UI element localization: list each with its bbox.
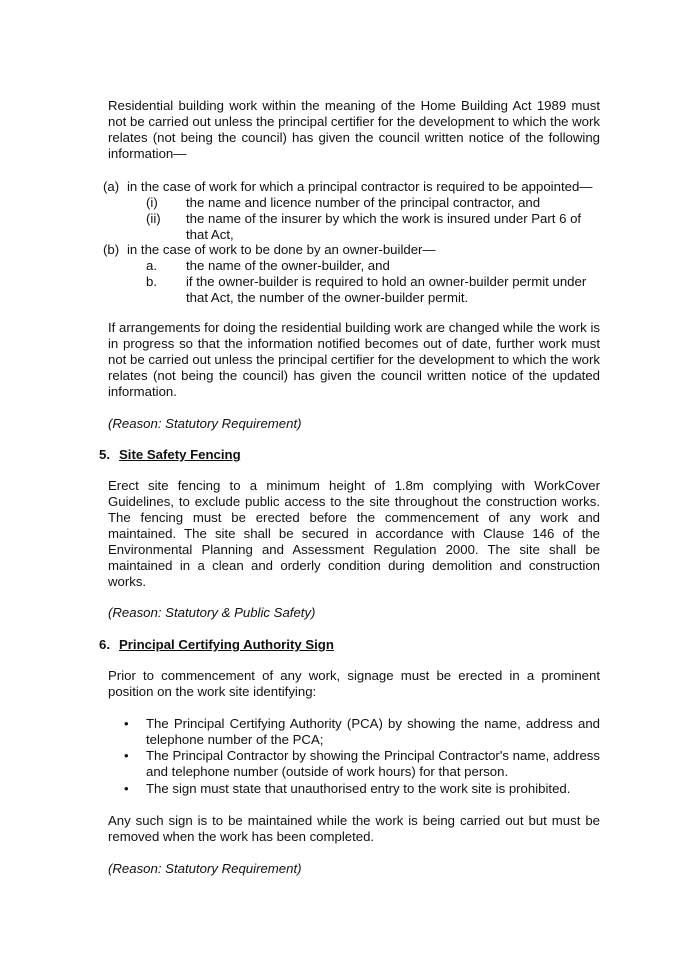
section-5-reason: (Reason: Statutory & Public Safety) — [108, 605, 316, 620]
item-a-ii-text: the name of the insurer by which the work is insured under Part 6 of — [186, 211, 582, 226]
bullet-glyph: • — [124, 716, 129, 731]
item-b-text: in the case of work to be done by an owner-builder— — [127, 242, 436, 257]
section-6-body: Prior to commencement of any work, signage must be erected in a prominent position on the work site identifying: — [108, 668, 600, 699]
section-5-heading — [99, 447, 241, 463]
item-a-i-text: the name and licence number of the principal contractor, and — [186, 195, 541, 210]
changes-paragraph: If arrangements for doing the residential building work are changed while the work is in progress so that the information notified becomes out of date, further work must not be carried out unless the principal certifier for the development to which the work relates (not being the council) has given the council written notice of the updated information. — [108, 320, 600, 399]
bullet-glyph: • — [124, 781, 129, 796]
bullet-item: The Principal Certifying Authority (PCA) by showing the name, address and telephone number of the PCA; — [146, 716, 600, 747]
item-b-b-marker: b. — [146, 274, 157, 289]
bullet-item: The sign must state that unauthorised entry to the work site is prohibited. — [146, 781, 571, 796]
item-a-i-marker: (i) — [146, 195, 158, 210]
item-b-b-text: if the owner-builder is required to hold an owner-builder permit under — [186, 274, 587, 289]
section-6-closing: Any such sign is to be maintained while the work is being carried out but must be removed when the work has been completed. — [108, 813, 600, 844]
section-5-number: 5. — [99, 447, 110, 462]
bullet-item: The Principal Contractor by showing the Principal Contractor's name, address and telephone number (outside of work hours) for that person. — [146, 748, 600, 779]
reason-statutory-1: (Reason: Statutory Requirement) — [108, 416, 302, 431]
item-b-marker: (b) — [103, 242, 120, 257]
item-b-a-text: the name of the owner-builder, and — [186, 258, 390, 273]
item-a-ii-marker: (ii) — [146, 211, 161, 226]
item-a-marker: (a) — [103, 179, 120, 194]
item-a-ii-continuation: that Act, — [186, 227, 234, 242]
section-6-reason: (Reason: Statutory Requirement) — [108, 861, 302, 876]
section-6-heading — [99, 637, 334, 653]
section-5-title: Site Safety Fencing — [119, 447, 241, 462]
item-b-b-continuation: that Act, the number of the owner-builder permit. — [186, 290, 469, 305]
section-6-number: 6. — [99, 637, 110, 652]
item-a-text: in the case of work for which a principal contractor is required to be appointed— — [127, 179, 593, 194]
item-b-a-marker: a. — [146, 258, 157, 273]
bullet-glyph: • — [124, 748, 129, 763]
intro-paragraph: Residential building work within the meaning of the Home Building Act 1989 must not be carried out unless the principal certifier for the development to which the work relates (not being the council) has given the council written notice of the following information— — [108, 98, 600, 161]
section-5-body: Erect site fencing to a minimum height of 1.8m complying with WorkCover Guidelines, to exclude public access to the site throughout the construction works. The fencing must be erected before the commencement of any work and maintained. The site shall be secured in accordance with Clause 146 of the Environmental Planning and Assessment Regulation 2000. The site shall be maintained in a clean and orderly condition during demolition and construction works. — [108, 478, 600, 589]
section-6-title: Principal Certifying Authority Sign — [119, 637, 334, 652]
